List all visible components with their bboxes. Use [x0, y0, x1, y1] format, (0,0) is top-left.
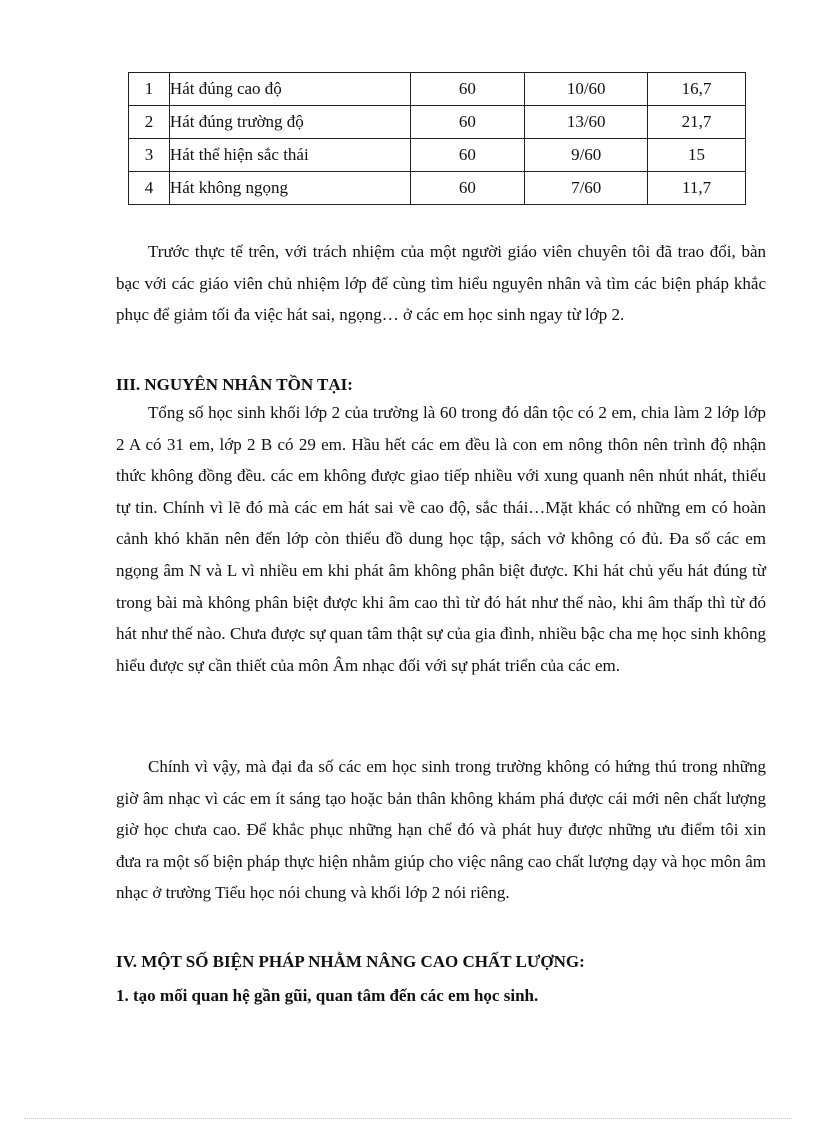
percentage: 15: [648, 139, 746, 172]
results-table: [128, 72, 746, 205]
student-count: 9/60: [525, 139, 648, 172]
subsection-heading-relationship: 1. tạo mối quan hệ gần gũi, quan tâm đến các em học sinh.: [116, 986, 539, 1005]
criterion-name: Hát không ngọng: [169, 172, 410, 205]
paragraph-intro: Trước thực tế trên, với trách nhiệm của một người giáo viên chuyên tôi đã trao đổi, bàn bạc với các giáo viên chủ nhiệm lớp để cùng tìm hiểu nguyên nhân và tìm các biện pháp khắc phục để giảm tối đa việc hát sai, ngọng… ở các em học sinh ngay từ lớp 2.: [116, 242, 766, 325]
page-footer-divider: [24, 1118, 792, 1119]
row-number: 4: [129, 172, 170, 205]
paragraph-consequence: Chính vì vậy, mà đại đa số các em học sinh trong trường không có hứng thú trong những giờ âm nhạc vì các em ít sáng tạo hoặc bản thân không khám phá được cái mới nên chất lượng giờ học chưa cao. Để khắc phục những hạn chế đó và phát huy được những ưu điểm tôi xin đưa ra một số biện pháp thực hiện nhằm giúp cho việc nâng cao chất lượng dạy và học môn âm nhạc ở trường Tiểu học nói chung và khối lớp 2 nói riêng.: [116, 757, 766, 903]
total-students: 60: [410, 73, 525, 106]
percentage: 11,7: [648, 172, 746, 205]
row-number: 1: [129, 73, 170, 106]
table-row: [129, 172, 746, 205]
section-heading-causes: III. NGUYÊN NHÂN TỒN TẠI:: [116, 375, 353, 394]
criterion-name: Hát đúng cao độ: [169, 73, 410, 106]
table-row: [129, 73, 746, 106]
percentage: 21,7: [648, 106, 746, 139]
student-count: 10/60: [525, 73, 648, 106]
total-students: 60: [410, 172, 525, 205]
row-number: 2: [129, 106, 170, 139]
table-row: [129, 139, 746, 172]
criterion-name: Hát đúng trường độ: [169, 106, 410, 139]
student-count: 7/60: [525, 172, 648, 205]
criterion-name: Hát thể hiện sắc thái: [169, 139, 410, 172]
student-count: 13/60: [525, 106, 648, 139]
table-row: [129, 106, 746, 139]
percentage: 16,7: [648, 73, 746, 106]
section-heading-measures: IV. MỘT SỐ BIỆN PHÁP NHẰM NÂNG CAO CHẤT LƯỢNG:: [116, 952, 585, 971]
total-students: 60: [410, 106, 525, 139]
row-number: 3: [129, 139, 170, 172]
paragraph-causes: Tổng số học sinh khối lớp 2 của trường là 60 trong đó dân tộc có 2 em, chia làm 2 lớp lớp 2 A có 31 em, lớp 2 B có 29 em. Hầu hết các em đều là con em nông thôn nên trình độ nhận thức không đồng đều. các em không được giao tiếp nhiều với xung quanh nên nhút nhát, thiếu tự tin. Chính vì lẽ đó mà các em hát sai về cao độ, sắc thái…Mặt khác có những em có hoàn cảnh khó khăn nên đến lớp còn thiếu đồ dung học tập, sách vở không có đủ. Đa số các em ngọng âm N và L vì nhiều em khi phát âm không phân biệt được. Khi hát chủ yếu hát đúng từ trong bài mà không phân biệt được khi âm cao thì từ đó hát như thế nào, khi âm thấp thì từ đó hát như thế nào. Chưa được sự quan tâm thật sự của gia đình, nhiều bậc cha mẹ học sinh không hiểu được sự cần thiết của môn Âm nhạc đối với sự phát triển của các em.: [116, 403, 766, 675]
total-students: 60: [410, 139, 525, 172]
